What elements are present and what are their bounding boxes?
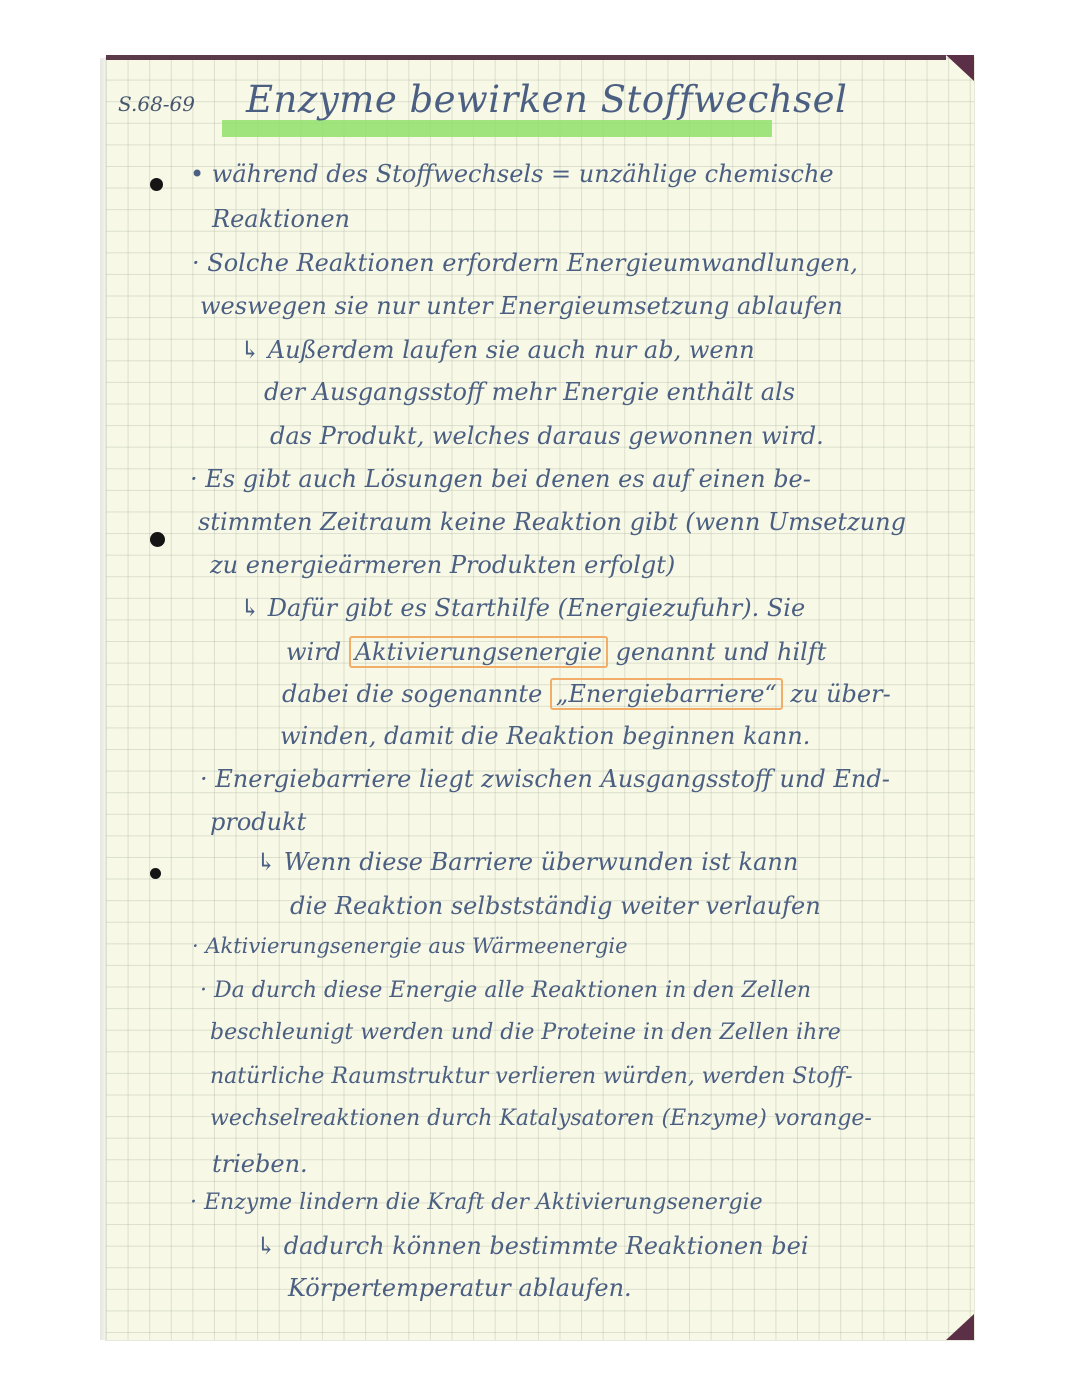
note-line: ↳ Wenn diese Barriere überwunden ist kann (256, 848, 799, 876)
note-line: · Energiebarriere liegt zwischen Ausgangsstoff und End- (200, 765, 890, 793)
note-line: beschleunigt werden und die Proteine in den Zellen ihre (210, 1020, 841, 1045)
note-line: Körpertemperatur ablaufen. (288, 1274, 632, 1302)
note-line: das Produkt, welches daraus gewonnen wird. (270, 422, 824, 450)
note-line: · Solche Reaktionen erfordern Energieumwandlungen, (192, 249, 858, 277)
note-line: der Ausgangsstoff mehr Energie enthält als (264, 378, 795, 406)
note-line: · Da durch diese Energie alle Reaktionen in den Zellen (200, 978, 812, 1003)
term-activation-energy: Aktivierungsenergie (349, 636, 608, 668)
note-line: wechselreaktionen durch Katalysatoren (Enzyme) vorange- (210, 1106, 872, 1131)
note-line: • während des Stoffwechsels = unzählige chemische (190, 160, 834, 188)
punch-hole-1 (150, 178, 163, 191)
note-line: die Reaktion selbstständig weiter verlaufen (290, 892, 821, 920)
note-line: Reaktionen (212, 205, 351, 233)
note-text: zu über- (790, 680, 891, 708)
note-line: natürliche Raumstruktur verlieren würden, werden Stoff- (210, 1064, 853, 1089)
note-line-with-term (286, 640, 826, 664)
note-line: produkt (210, 808, 307, 836)
page-reference: S.68-69 (118, 92, 196, 116)
note-line: winden, damit die Reaktion beginnen kann. (280, 722, 811, 750)
page-title: Enzyme bewirken Stoffwechsel (246, 78, 848, 121)
note-line: trieben. (212, 1150, 308, 1178)
note-line: zu energieärmeren Produkten erfolgt) (210, 551, 676, 579)
note-line: · Aktivierungsenergie aus Wärmeenergie (192, 934, 628, 958)
punch-hole-3 (150, 868, 161, 879)
punch-hole-2 (150, 532, 165, 547)
note-text: wird (286, 638, 342, 666)
note-line: · Enzyme lindern die Kraft der Aktivierungsenergie (190, 1190, 763, 1215)
title-highlight (222, 120, 772, 137)
note-line: weswegen sie nur unter Energieumsetzung ablaufen (200, 292, 843, 320)
note-line: ↳ Außerdem laufen sie auch nur ab, wenn (240, 336, 755, 364)
note-line: · Es gibt auch Lösungen bei denen es auf einen be- (190, 465, 811, 493)
note-line: ↳ Dafür gibt es Starthilfe (Energiezufuhr). Sie (240, 594, 806, 622)
note-line-with-term (282, 682, 891, 706)
note-line: stimmten Zeitraum keine Reaktion gibt (wenn Umsetzung (198, 508, 906, 536)
term-energy-barrier: „Energiebarriere“ (550, 678, 783, 710)
note-line: ↳ dadurch können bestimmte Reaktionen bei (256, 1232, 809, 1260)
page-corner-bottom-right (946, 1314, 974, 1340)
page-corner-top-right (946, 55, 974, 81)
page-top-edge (106, 55, 946, 60)
note-text: dabei die sogenannte (282, 680, 543, 708)
note-text: genannt und hilft (615, 638, 827, 666)
